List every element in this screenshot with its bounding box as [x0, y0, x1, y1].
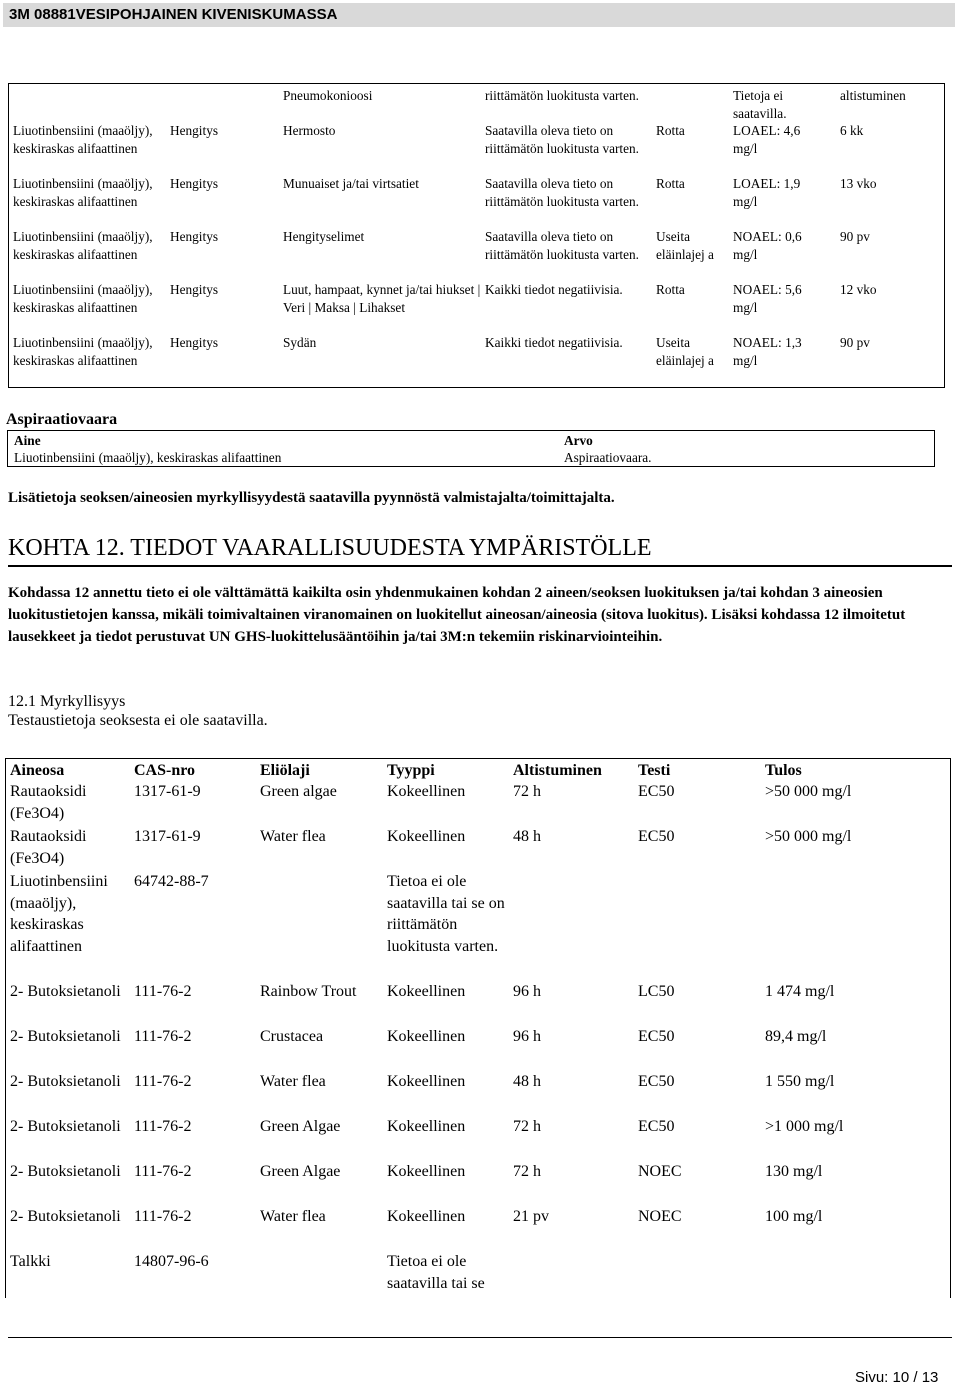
eco-cell: 2- Butoksietanoli: [10, 1163, 121, 1180]
eco-cell: 1 474 mg/l: [765, 983, 835, 1000]
tox-cell-aine: Liuotinbensiini (maaöljy), keskiraskas alifaattinen: [13, 176, 153, 209]
eco-cell: >50 000 mg/l: [765, 828, 852, 845]
eco-cell: LC50: [638, 983, 675, 1000]
tox-cell-aine: Liuotinbensiini (maaöljy), keskiraskas alifaattinen: [13, 123, 153, 156]
tox-cell-tulos: NOAEL: 5,6 mg/l: [733, 282, 802, 315]
tox-cell-elin: Sydän: [283, 335, 317, 350]
eco-cell: Kokeellinen: [387, 983, 466, 1000]
tox-cell-arvo: Saatavilla oleva tieto on riittämätön luokitusta varten.: [485, 176, 639, 209]
tox-cell-aika: 6 kk: [840, 123, 864, 138]
eco-cell: 2- Butoksietanoli: [10, 983, 121, 1000]
eco-header-cell: Altistuminen: [513, 762, 602, 779]
eco-cell: 2- Butoksietanoli: [10, 1028, 121, 1045]
eco-cell: Kokeellinen: [387, 1073, 466, 1090]
eco-cell: Water flea: [260, 1208, 326, 1225]
tox-cell-arvo: Kaikki tiedot negatiivisia.: [485, 282, 623, 297]
aspiration-header-arvo: Arvo: [564, 433, 593, 448]
eco-cell: 111-76-2: [134, 1163, 192, 1180]
tox-cell-elin: Munuaiset ja/tai virtsatiet: [283, 176, 419, 191]
eco-header-cell: Aineosa: [10, 762, 65, 779]
eco-cell: Kokeellinen: [387, 1028, 466, 1045]
eco-header-cell: Eliölaji: [260, 762, 310, 779]
document-header-bar: [3, 3, 955, 27]
eco-cell: 111-76-2: [134, 983, 192, 1000]
tox-cell-laji: Useita eläinlajej a: [656, 335, 714, 368]
eco-cell: 111-76-2: [134, 1208, 192, 1225]
tox-cell-aine: Liuotinbensiini (maaöljy), keskiraskas alifaattinen: [13, 335, 153, 368]
tox-cell-laji: Rotta: [656, 176, 685, 191]
eco-header-cell: Tulos: [765, 762, 802, 779]
tox-cell-aika: 90 pv: [840, 335, 870, 350]
eco-header-cell: Tyyppi: [387, 762, 435, 779]
eco-cell: EC50: [638, 1118, 675, 1135]
tox-cell-arvo: Kaikki tiedot negatiivisia.: [485, 335, 623, 350]
eco-cell: NOEC: [638, 1208, 682, 1225]
eco-cell: 111-76-2: [134, 1028, 192, 1045]
tox-cell-tulos: LOAEL: 1,9 mg/l: [733, 176, 801, 209]
eco-cell: EC50: [638, 828, 675, 845]
eco-cell: 64742-88-7: [134, 873, 209, 890]
section-divider: [8, 565, 952, 567]
tox-cell-arvo: Saatavilla oleva tieto on riittämätön luokitusta varten.: [485, 229, 639, 262]
eco-cell: EC50: [638, 1073, 675, 1090]
eco-cell: 1 550 mg/l: [765, 1073, 835, 1090]
eco-cell: 72 h: [513, 1163, 541, 1180]
eco-cell: EC50: [638, 783, 675, 800]
tox-cell-aika: 90 pv: [840, 229, 870, 244]
tox-cell-arvo: riittämätön luokitusta varten.: [485, 88, 639, 103]
eco-cell: 96 h: [513, 983, 541, 1000]
eco-cell: Green algae: [260, 783, 337, 800]
subsection-text: Testaustietoja seoksesta ei ole saatavilla.: [8, 712, 268, 729]
eco-cell: Green Algae: [260, 1163, 341, 1180]
eco-cell: Kokeellinen: [387, 828, 466, 845]
eco-cell: Tietoa ei ole saatavilla tai se on riittämätön luokitusta varten.: [387, 873, 505, 955]
eco-cell: Crustacea: [260, 1028, 324, 1045]
tox-cell-tulos: NOAEL: 1,3 mg/l: [733, 335, 802, 368]
eco-cell: 111-76-2: [134, 1118, 192, 1135]
eco-cell: Kokeellinen: [387, 1208, 466, 1225]
eco-cell: Tietoa ei ole saatavilla tai se: [387, 1253, 485, 1292]
eco-cell: 48 h: [513, 828, 541, 845]
tox-cell-elin: Pneumokonioosi: [283, 88, 373, 103]
eco-cell: Water flea: [260, 828, 326, 845]
tox-cell-reitti: Hengitys: [170, 229, 219, 244]
tox-cell-tulos: NOAEL: 0,6 mg/l: [733, 229, 802, 262]
tox-cell-reitti: Hengitys: [170, 123, 219, 138]
eco-cell: 1317-61-9: [134, 828, 201, 845]
eco-cell: 111-76-2: [134, 1073, 192, 1090]
aspiration-header-aine: Aine: [14, 433, 41, 448]
eco-cell: 2- Butoksietanoli: [10, 1208, 121, 1225]
eco-cell: >50 000 mg/l: [765, 783, 852, 800]
eco-cell: Rautaoksidi (Fe3O4): [10, 828, 87, 867]
tox-cell-laji: Useita eläinlajej a: [656, 229, 714, 262]
tox-cell-elin: Luut, hampaat, kynnet ja/tai hiukset | Veri | Maksa | Lihakset: [283, 282, 481, 315]
tox-cell-arvo: Saatavilla oleva tieto on riittämätön luokitusta varten.: [485, 123, 639, 156]
tox-cell-tulos: LOAEL: 4,6 mg/l: [733, 123, 801, 156]
aspiration-arvo: Aspiraatiovaara.: [564, 450, 652, 465]
eco-cell: Kokeellinen: [387, 1118, 466, 1135]
ecotoxicity-table: [5, 758, 951, 1298]
aspiration-table: [7, 430, 935, 467]
aspiration-title: Aspiraatiovaara: [6, 411, 118, 428]
tox-cell-aika: altistuminen: [840, 88, 906, 103]
tox-cell-tulos: Tietoja ei saatavilla.: [733, 88, 787, 121]
eco-cell: 72 h: [513, 783, 541, 800]
eco-cell: Rainbow Trout: [260, 983, 357, 1000]
page-number: Sivu: 10 / 13: [855, 1369, 939, 1386]
section-paragraph: Kohdassa 12 annettu tieto ei ole välttämättä kaikilta osin yhdenmukainen kohdan 2 aineen/seoksen luokituksen ja/tai kohdan 3 aineosien luokitustietojen kanssa, mikäli toimivaltainen viranomainen on luokitellut aineosan/aineosia (sitova luokitus). Lisäksi kohdassa 12 ilmoitetut lausekkeet ja tiedot perustuvat UN GHS-luokittelusääntöihin ja/tai 3M:n tekemiin riskinarviointeihin.: [8, 585, 906, 645]
tox-cell-reitti: Hengitys: [170, 176, 219, 191]
eco-cell: Green Algae: [260, 1118, 341, 1135]
eco-cell: Kokeellinen: [387, 1163, 466, 1180]
tox-cell-reitti: Hengitys: [170, 335, 219, 350]
tox-cell-reitti: Hengitys: [170, 282, 219, 297]
eco-cell: Rautaoksidi (Fe3O4): [10, 783, 87, 822]
eco-cell: 1317-61-9: [134, 783, 201, 800]
eco-cell: Liuotinbensiini (maaöljy), keskiraskas alifaattinen: [10, 873, 108, 955]
aspiration-aine: Liuotinbensiini (maaöljy), keskiraskas alifaattinen: [14, 450, 282, 465]
additional-info: Lisätietoja seoksen/aineosien myrkyllisyydestä saatavilla pyynnöstä valmistajalta/toimittajalta.: [8, 490, 615, 506]
eco-cell: 48 h: [513, 1073, 541, 1090]
tox-cell-elin: Hermosto: [283, 123, 336, 138]
section-title: KOHTA 12. TIEDOT VAARALLISUUDESTA YMPÄRISTÖLLE: [8, 535, 652, 561]
eco-cell: 2- Butoksietanoli: [10, 1073, 121, 1090]
document-title: 3M 08881VESIPOHJAINEN KIVENISKUMASSA: [9, 6, 338, 23]
eco-cell: Talkki: [10, 1253, 51, 1270]
eco-cell: 14807-96-6: [134, 1253, 209, 1270]
eco-cell: 100 mg/l: [765, 1208, 823, 1225]
eco-cell: Kokeellinen: [387, 783, 466, 800]
eco-cell: 21 pv: [513, 1208, 549, 1225]
eco-cell: NOEC: [638, 1163, 682, 1180]
tox-cell-laji: Rotta: [656, 123, 685, 138]
eco-cell: EC50: [638, 1028, 675, 1045]
tox-cell-laji: Rotta: [656, 282, 685, 297]
eco-cell: 72 h: [513, 1118, 541, 1135]
toxicity-table: [8, 83, 945, 388]
tox-cell-aika: 12 vko: [840, 282, 877, 297]
tox-cell-elin: Hengityselimet: [283, 229, 365, 244]
eco-cell: Water flea: [260, 1073, 326, 1090]
eco-header-cell: Testi: [638, 762, 671, 779]
eco-cell: 130 mg/l: [765, 1163, 823, 1180]
eco-header-cell: CAS-nro: [134, 762, 196, 779]
footer-divider: [8, 1337, 952, 1338]
tox-cell-aika: 13 vko: [840, 176, 877, 191]
tox-cell-aine: Liuotinbensiini (maaöljy), keskiraskas alifaattinen: [13, 282, 153, 315]
eco-cell: 89,4 mg/l: [765, 1028, 827, 1045]
eco-cell: >1 000 mg/l: [765, 1118, 844, 1135]
tox-cell-aine: Liuotinbensiini (maaöljy), keskiraskas alifaattinen: [13, 229, 153, 262]
subsection-title: 12.1 Myrkyllisyys: [8, 693, 126, 710]
eco-cell: 96 h: [513, 1028, 541, 1045]
eco-cell: 2- Butoksietanoli: [10, 1118, 121, 1135]
